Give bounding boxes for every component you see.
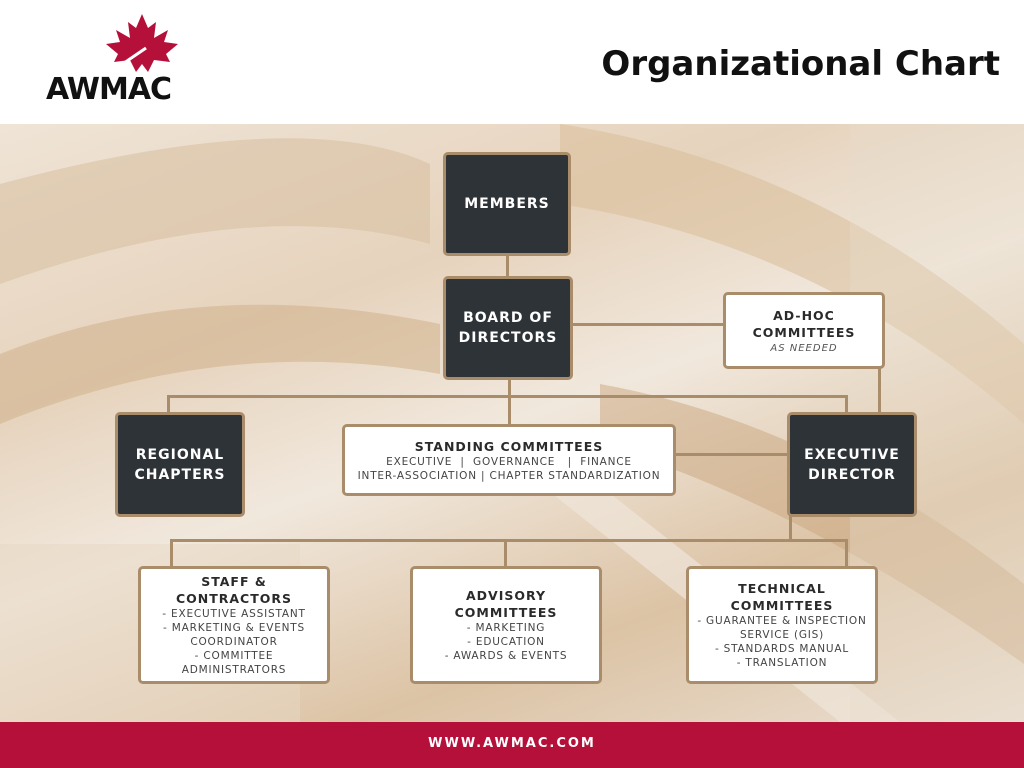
technical-item: - GUARANTEE & INSPECTION [697,615,867,627]
members-box[interactable] [443,152,571,256]
advisory-committees-box[interactable] [410,566,602,684]
staff-title-line1: STAFF & [201,574,267,589]
advisory-item: - MARKETING [466,622,546,634]
technical-item: - STANDARDS MANUAL [714,643,850,655]
executive-title-line2: DIRECTOR [808,466,896,483]
regional-title-line2: CHAPTERS [134,466,226,483]
technical-item: SERVICE (GIS) [739,629,825,641]
maple-leaf-icon [42,10,202,80]
awmac-logo[interactable] [42,10,212,105]
staff-item: - EXECUTIVE ASSISTANT [162,608,306,620]
board-title-line2: DIRECTORS [458,330,558,346]
standing-title: STANDING COMMITTEES [414,438,604,454]
standing-committees-box[interactable] [342,424,676,496]
website-link[interactable]: WWW.AWMAC.COM [428,736,596,751]
staff-item: - MARKETING & EVENTS [163,622,305,634]
connector-board-adhoc [572,323,726,326]
staff-item: COORDINATOR [190,636,278,648]
page-title: Organizational Chart [601,44,1000,84]
standing-line1: EXECUTIVE | GOVERNANCE | FINANCE [386,455,632,468]
technical-title-line1: TECHNICAL [738,581,826,596]
header [0,0,1024,124]
footer-bar [0,722,1024,768]
adhoc-committees-box[interactable] [723,292,885,369]
technical-item: - TRANSLATION [736,657,828,669]
logo-text: AWMAC [46,72,172,107]
connector-board-down [508,378,511,426]
connector-adhoc-executive [878,366,881,414]
adhoc-note: AS NEEDED [770,343,838,354]
staff-contractors-box[interactable] [138,566,330,684]
staff-item: - COMMITTEE ADMINISTRATORS [181,650,287,676]
connector-to-technical [845,539,848,569]
connector-to-staff [170,539,173,569]
connector-executive-down [789,514,792,541]
connector-tier2-bar [167,395,847,398]
adhoc-title-line1: AD-HOC [773,308,835,323]
connector-tier3-bar [170,539,848,542]
board-of-directors-box[interactable] [443,276,573,380]
connector-standing-executive [672,453,790,456]
advisory-item: - AWARDS & EVENTS [444,650,568,662]
board-title-line1: BOARD OF [463,310,553,326]
regional-title-line1: REGIONAL [135,446,225,463]
regional-chapters-box[interactable] [115,412,245,517]
adhoc-title-line2: COMMITTEES [752,325,856,340]
advisory-title-line1: ADVISORY [466,588,546,603]
connector-members-board [506,254,509,278]
advisory-item: - EDUCATION [467,636,545,648]
members-title: MEMBERS [464,196,550,212]
connector-to-advisory [504,539,507,569]
staff-title-line2: CONTRACTORS [175,591,293,606]
standing-line2: INTER-ASSOCIATION | CHAPTER STANDARDIZATION [357,469,661,482]
technical-committees-box[interactable] [686,566,878,684]
advisory-title-line2: COMMITTEES [454,605,558,620]
executive-director-box[interactable] [787,412,917,517]
executive-title-line1: EXECUTIVE [804,446,900,463]
technical-title-line2: COMMITTEES [730,598,834,613]
